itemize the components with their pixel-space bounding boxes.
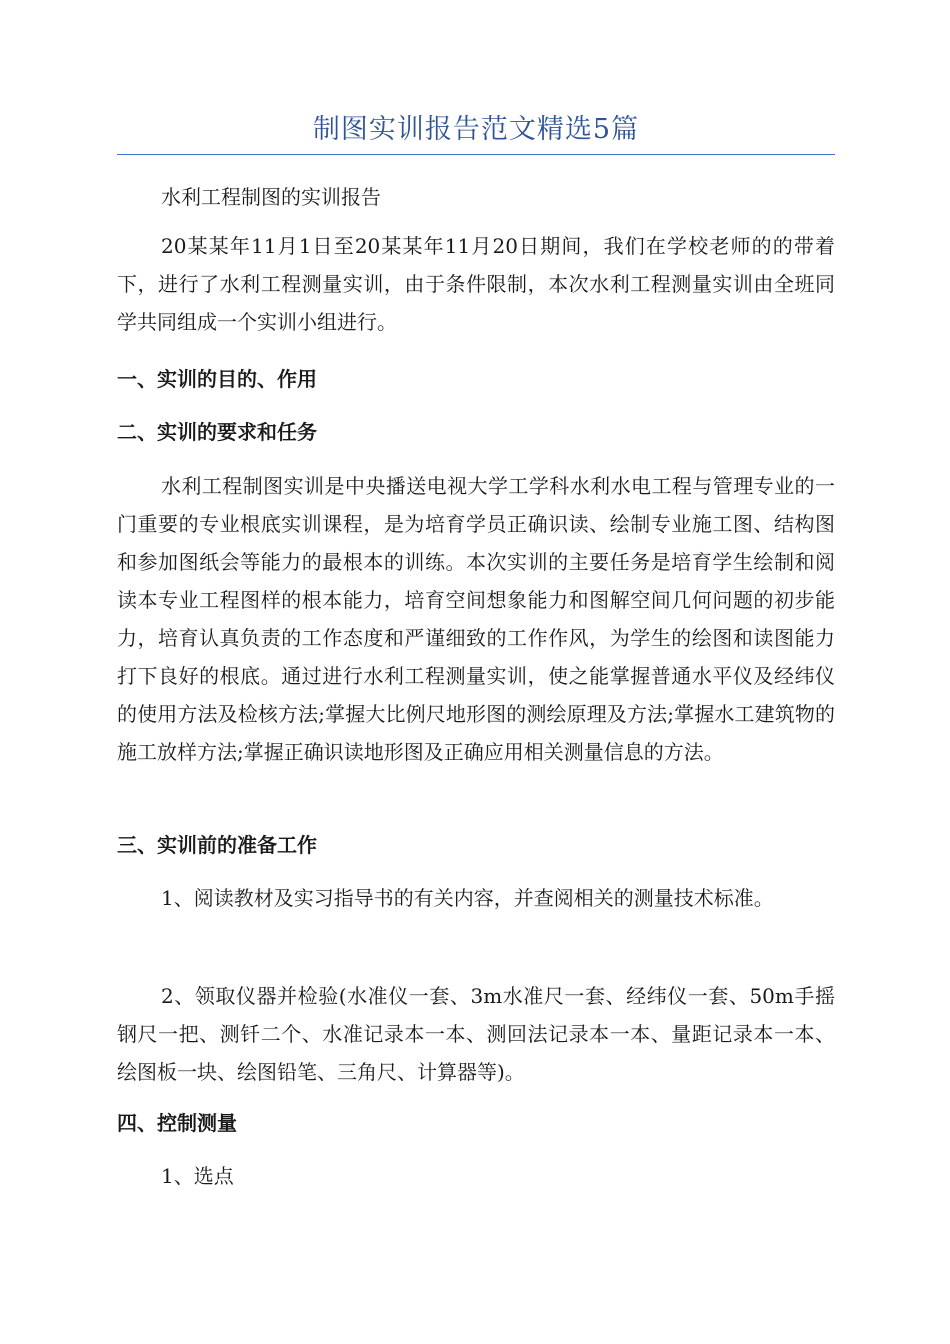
paragraph-intro: 20某某年11月1日至20某某年11月20日期间，我们在学校老师的的带着下，进行了水利工程测量实训，由于条件限制，本次水利工程测量实训由全班同学共同组成一个实训小组进行。 — [117, 234, 835, 334]
paragraph-subtitle: 水利工程制图的实训报告 — [161, 185, 381, 209]
document-title: 制图实训报告范文精选5篇 — [312, 114, 640, 145]
paragraph-select-point: 1、选点 — [161, 1164, 234, 1188]
paragraph-prep-1: 1、阅读教材及实习指导书的有关内容，并查阅相关的测量技术标准。 — [161, 886, 774, 910]
heading-section-3: 三、实训前的准备工作 — [117, 833, 317, 857]
document-page — [117, 0, 835, 1344]
heading-section-4: 四、控制测量 — [117, 1111, 237, 1135]
paragraph-prep-2: 2、领取仪器并检验(水准仪一套、3m水准尺一套、经纬仪一套、50m手摇钢尺一把、测钎二个、水准记录本一本、测回法记录本一本、量距记录本一本、绘图板一块、绘图铅笔、三角尺、计算器等)。 — [117, 984, 835, 1084]
title-underline — [117, 154, 835, 155]
paragraph-requirements: 水利工程制图实训是中央播送电视大学工学科水利水电工程与管理专业的一门重要的专业根底实训课程，是为培育学员正确识读、绘制专业施工图、结构图和参加图纸会等能力的最根本的训练。本次实训的主要任务是培育学生绘制和阅读本专业工程图样的根本能力，培育空间想象能力和图解空间几何问题的初步能力，培育认真负责的工作态度和严谨细致的工作作风，为学生的绘图和读图能力打下良好的根底。通过进行水利工程测量实训，使之能掌握普通水平仪及经纬仪的使用方法及检核方法;掌握大比例尺地形图的测绘原理及方法;掌握水工建筑物的施工放样方法;掌握正确识读地形图及正确应用相关测量信息的方法。 — [117, 474, 835, 764]
heading-section-2: 二、实训的要求和任务 — [117, 420, 317, 444]
heading-section-1: 一、实训的目的、作用 — [117, 367, 317, 391]
